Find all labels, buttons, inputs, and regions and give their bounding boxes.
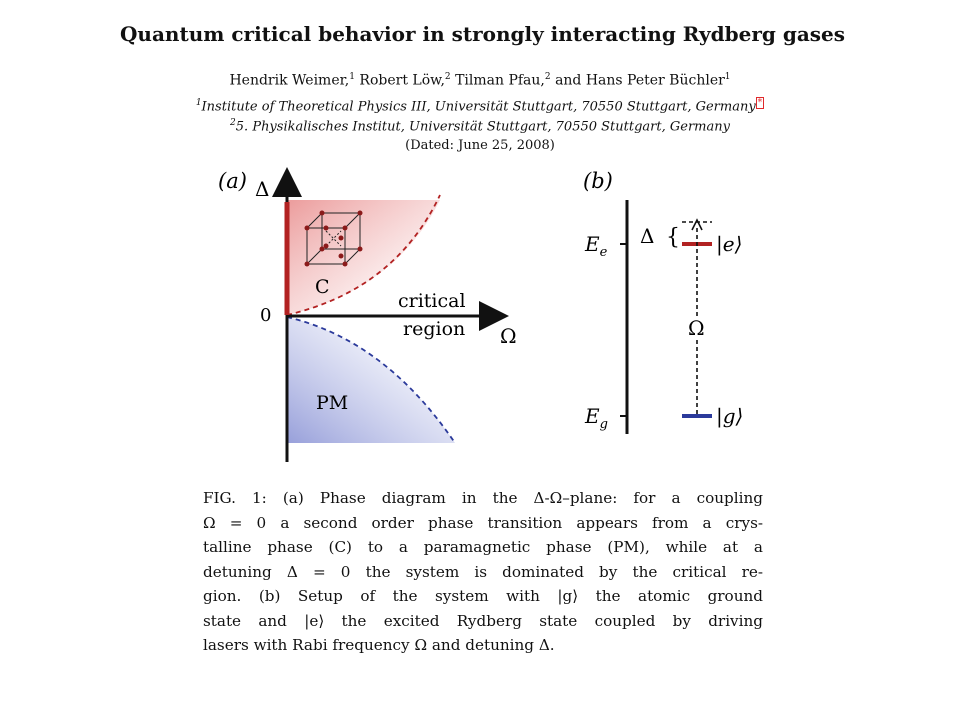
caption-line: state and |e⟩ the excited Rydberg state coupled by driving — [203, 611, 763, 630]
dated-line: (Dated: June 25, 2008) — [405, 138, 555, 153]
affiliation-text: Institute of Theoretical Physics III, Universität Stuttgart, 70550 Stuttgart, Germany — [201, 99, 756, 115]
origin-label: 0 — [260, 305, 272, 326]
energy-g-label: $E_g$ — [585, 404, 608, 432]
energy-e-label: $E_e$ — [585, 232, 608, 260]
author: Robert Löw, — [359, 72, 445, 89]
panel-a — [218, 169, 517, 462]
panel-b — [583, 169, 743, 434]
caption-line: detuning Δ = 0 the system is dominated by the critical re- — [203, 562, 763, 581]
region-c-label: C — [315, 276, 330, 298]
caption-line: gion. (b) Setup of the system with |g⟩ the atomic ground — [203, 587, 763, 605]
caption-line: Ω = 0 a second order phase transition appears from a crys- — [203, 513, 763, 532]
ket-e-label: |e⟩ — [716, 232, 743, 256]
delta-axis-label: Δ — [255, 177, 270, 201]
affiliation-number: 2 — [230, 118, 236, 128]
author-affiliation-mark: 1 — [724, 72, 731, 82]
affiliation-number: 1 — [195, 98, 202, 108]
caption-line: FIG. 1: (a) Phase diagram in the Δ-Ω–plane: for a coupling — [203, 489, 763, 507]
delta-brace: { — [666, 225, 680, 250]
panel-b-label: (b) — [583, 169, 613, 193]
author: and Hans Peter Büchler — [555, 72, 725, 89]
critical-region-label-line1: critical — [398, 290, 466, 312]
region-pm-label: PM — [316, 392, 349, 414]
caption-line: talline phase (C) to a paramagnetic phase (PM), while at a — [203, 538, 763, 556]
author: Tilman Pfau, — [455, 72, 545, 89]
panel-a-label: (a) — [218, 169, 247, 193]
caption-line: lasers with Rabi frequency Ω and detuning Δ. — [203, 636, 555, 654]
figure-caption — [203, 486, 763, 658]
delta-label: Δ — [640, 224, 655, 248]
author-affiliation-mark: 2 — [444, 72, 451, 82]
omega-axis-label: Ω — [500, 324, 517, 348]
affiliation-text: 5. Physikalisches Institut, Universität Stuttgart, 70550 Stuttgart, Germany — [235, 119, 730, 135]
email-footnote-link[interactable]: * — [757, 98, 763, 108]
paper-title: Quantum critical behavior in strongly interacting Rydberg gases — [120, 22, 846, 46]
ket-g-label: |g⟩ — [716, 404, 744, 428]
omega-label: Ω — [688, 316, 705, 340]
author-affiliation-mark: 1 — [349, 72, 355, 82]
author-affiliation-mark: 2 — [544, 72, 551, 82]
author: Hendrik Weimer, — [229, 72, 350, 89]
critical-region-label-line2: region — [403, 318, 466, 340]
